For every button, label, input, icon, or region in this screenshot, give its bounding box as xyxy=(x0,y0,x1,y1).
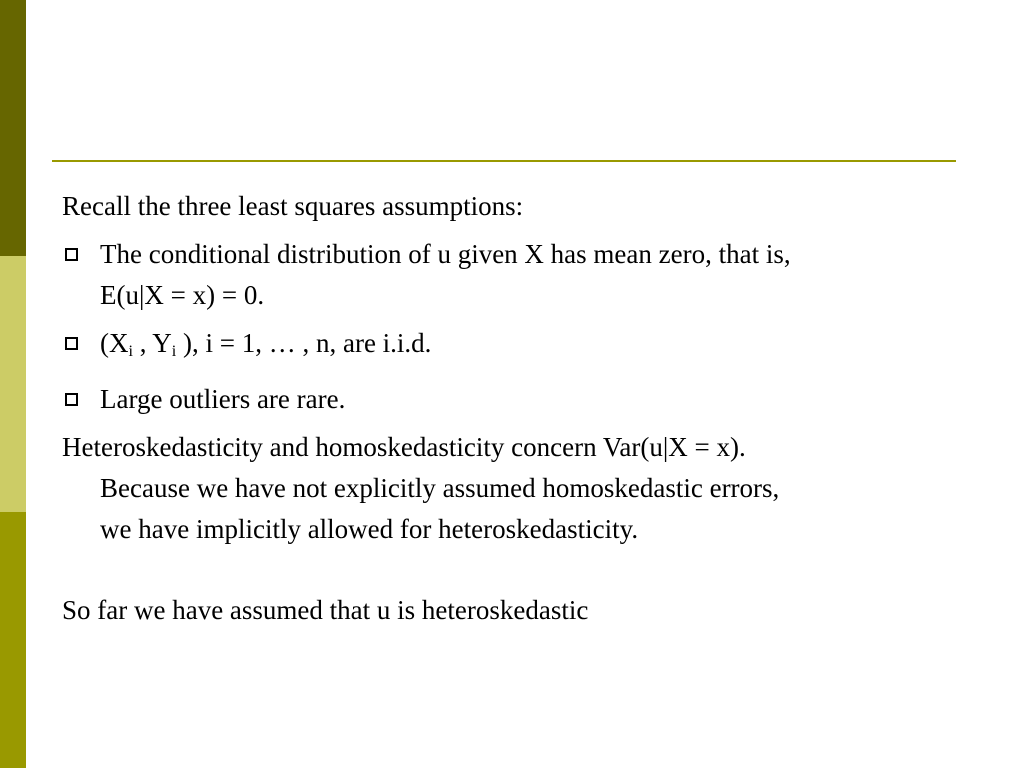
subscript-i: i xyxy=(128,342,133,361)
bullet-iid-mid: , Y xyxy=(133,328,172,358)
left-band-top xyxy=(0,0,26,256)
paragraph-line-2: Because we have not explicitly assumed homoskedastic errors, xyxy=(100,473,780,504)
closing-text: So far we have assumed that u is heteroskedastic xyxy=(62,595,589,626)
left-band-bottom xyxy=(0,512,26,768)
subscript-i: i xyxy=(171,342,177,361)
bullet-text: Large outliers are rare. xyxy=(100,384,346,415)
bullet-item-outliers xyxy=(62,379,962,420)
slide-body xyxy=(62,186,962,631)
bullet-text-line-2: E(u|X = x) = 0. xyxy=(100,280,265,310)
paragraph-line-3: we have implicitly allowed for heteroskedasticity. xyxy=(100,514,639,545)
spacer xyxy=(62,550,962,590)
bullet-item-iid xyxy=(62,323,962,372)
bullet-iid-open: (X xyxy=(100,328,129,358)
intro-text: Recall the three least squares assumptions: xyxy=(62,191,524,221)
heteroskedasticity-paragraph xyxy=(62,427,962,550)
square-bullet-icon xyxy=(65,248,78,261)
bullet-item-mean-zero xyxy=(62,234,962,316)
left-band-middle xyxy=(0,256,26,512)
paragraph-line-1: Heteroskedasticity and homoskedasticity concern Var(u|X = x). xyxy=(62,432,746,463)
bullet-text-line-1: The conditional distribution of u given X has mean zero, that is, xyxy=(100,239,791,269)
title-divider xyxy=(52,160,956,162)
bullet-iid-rest: ), i = 1, … , n, are i.i.d. xyxy=(176,328,432,358)
square-bullet-icon xyxy=(65,393,78,406)
square-bullet-icon xyxy=(65,337,78,350)
